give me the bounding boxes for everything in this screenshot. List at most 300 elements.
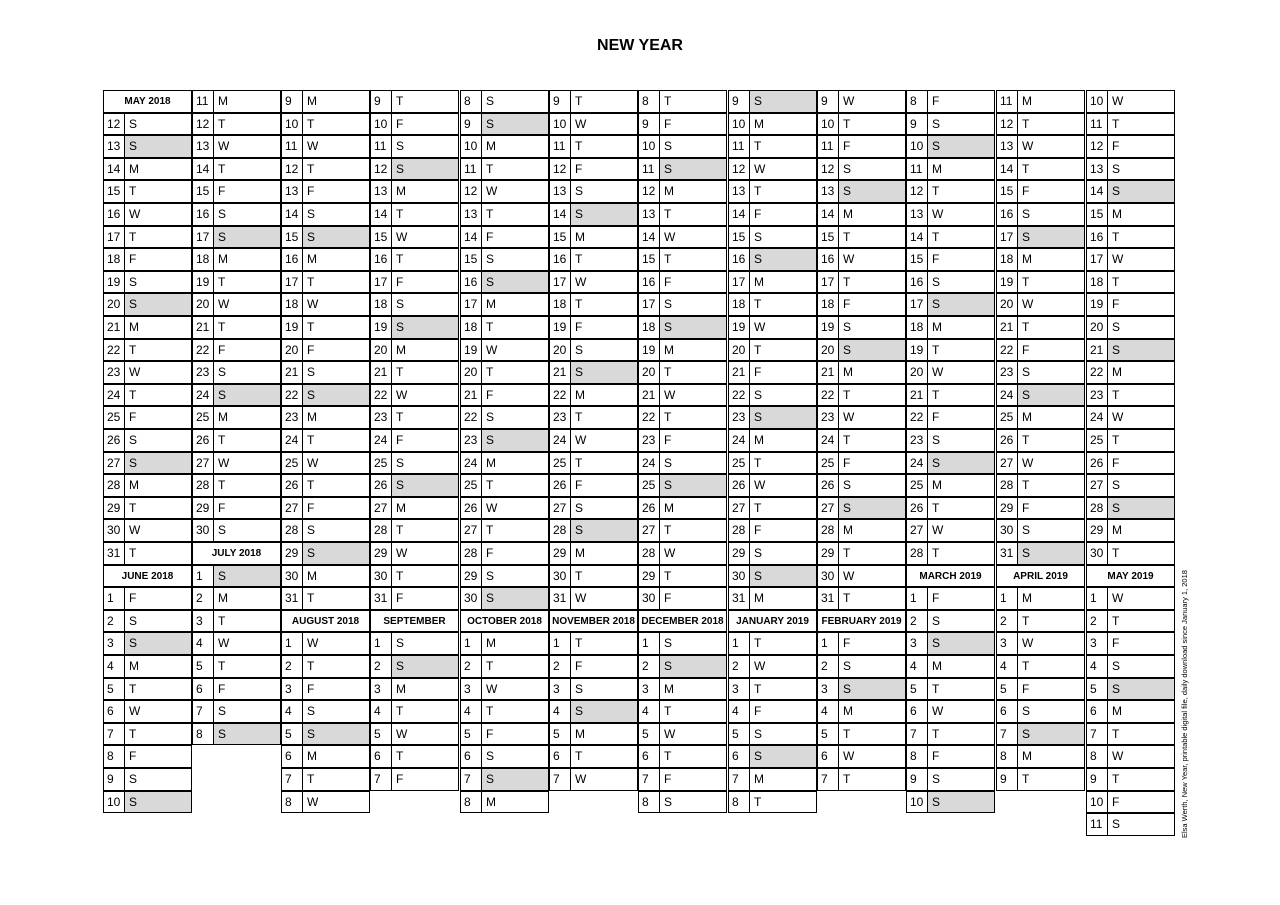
weekday-letter: W: [396, 726, 408, 741]
weekday-letter: S: [664, 478, 673, 493]
day-cell: [906, 293, 995, 316]
day-number: 23: [818, 407, 839, 428]
day-cell: [460, 474, 549, 497]
weekday-letter: F: [664, 433, 672, 447]
weekday-letter: W: [932, 207, 944, 221]
day-cell: [460, 723, 549, 746]
day-number: 9: [104, 769, 125, 790]
weekday-letter: M: [1112, 704, 1122, 719]
weekday-letter: M: [1022, 252, 1032, 267]
weekday-letter: W: [575, 116, 587, 131]
weekday-letter: S: [307, 546, 316, 560]
weekday-letter: M: [1112, 365, 1122, 380]
day-number: 16: [997, 204, 1018, 225]
day-cell: [817, 542, 906, 565]
day-number: 23: [461, 430, 482, 451]
day-cell: [549, 429, 638, 452]
weekday-letter: T: [1022, 116, 1030, 131]
weekday-letter: T: [129, 681, 137, 696]
day-number: 17: [371, 272, 392, 293]
day-cell: [728, 587, 817, 610]
day-cell: [817, 293, 906, 316]
day-number: 25: [997, 407, 1018, 428]
day-number: 15: [104, 181, 125, 202]
weekday-letter: T: [754, 794, 762, 809]
weekday-letter: T: [129, 342, 137, 357]
day-cell: [103, 158, 192, 181]
weekday-letter: W: [1112, 94, 1124, 108]
day-number: 8: [461, 792, 482, 813]
day-cell: [1086, 813, 1175, 836]
day-cell: [728, 474, 817, 497]
day-cell: [906, 542, 995, 565]
day-number: 29: [104, 498, 125, 519]
weekday-letter: T: [218, 478, 226, 493]
day-cell: [728, 497, 817, 520]
day-cell: [370, 406, 459, 429]
weekday-letter: M: [575, 726, 585, 741]
weekday-letter: S: [932, 297, 941, 312]
weekday-letter: F: [843, 139, 851, 154]
day-number: 21: [193, 317, 214, 338]
day-cell: [281, 768, 370, 791]
day-number: 25: [104, 407, 125, 428]
day-number: 7: [1087, 724, 1108, 745]
weekday-letter: S: [307, 387, 316, 402]
day-number: 23: [550, 407, 571, 428]
weekday-letter: M: [486, 297, 496, 312]
day-number: 20: [550, 340, 571, 361]
day-cell: [728, 542, 817, 565]
weekday-letter: M: [843, 207, 853, 221]
day-cell: [370, 723, 459, 746]
day-cell: [817, 519, 906, 542]
weekday-letter: W: [218, 297, 230, 312]
day-cell: [460, 226, 549, 249]
weekday-letter: F: [664, 116, 672, 131]
day-cell: [1086, 745, 1175, 768]
day-cell: [549, 248, 638, 271]
day-number: 9: [907, 769, 928, 790]
month-header: JUNE 2018: [103, 565, 192, 588]
day-number: 25: [1087, 430, 1108, 451]
day-number: 9: [1087, 769, 1108, 790]
day-cell: [103, 339, 192, 362]
day-number: 2: [639, 656, 660, 677]
day-number: 1: [729, 633, 750, 654]
weekday-letter: M: [486, 794, 496, 809]
weekday-letter: M: [1022, 591, 1032, 606]
day-number: 9: [550, 91, 571, 112]
day-cell: [996, 678, 1085, 701]
weekday-letter: S: [1022, 704, 1031, 719]
day-cell: [906, 406, 995, 429]
day-cell: [103, 406, 192, 429]
weekday-letter: T: [664, 94, 672, 108]
day-number: 10: [104, 792, 125, 813]
day-number: 7: [997, 724, 1018, 745]
day-number: 30: [104, 520, 125, 541]
day-cell: [281, 542, 370, 565]
day-cell: [103, 474, 192, 497]
day-cell: [638, 158, 727, 181]
day-cell: [103, 587, 192, 610]
day-number: 17: [997, 227, 1018, 248]
day-cell: [906, 203, 995, 226]
day-cell: [281, 565, 370, 588]
day-number: 3: [729, 679, 750, 700]
day-cell: [103, 226, 192, 249]
day-number: 26: [1087, 453, 1108, 474]
day-cell: [996, 497, 1085, 520]
day-number: 18: [371, 294, 392, 315]
weekday-letter: F: [129, 410, 137, 425]
day-number: 31: [282, 588, 303, 609]
day-number: 20: [997, 294, 1018, 315]
day-number: 4: [193, 633, 214, 654]
day-number: 15: [907, 249, 928, 270]
day-number: 20: [639, 362, 660, 383]
weekday-letter: T: [664, 749, 672, 764]
day-cell: [638, 293, 727, 316]
day-number: 15: [193, 181, 214, 202]
weekday-letter: M: [129, 659, 139, 673]
weekday-letter: S: [1022, 229, 1031, 244]
day-number: 22: [639, 407, 660, 428]
day-number: 2: [729, 656, 750, 677]
day-cell: [549, 339, 638, 362]
weekday-letter: T: [754, 455, 762, 470]
day-cell: [281, 135, 370, 158]
day-cell: [728, 678, 817, 701]
day-cell: [549, 406, 638, 429]
weekday-letter: S: [754, 726, 763, 741]
day-number: 14: [997, 159, 1018, 180]
day-number: 31: [997, 543, 1018, 564]
day-cell: [638, 723, 727, 746]
weekday-letter: S: [218, 523, 227, 538]
day-cell: [549, 565, 638, 588]
day-number: 30: [461, 588, 482, 609]
day-number: 29: [818, 543, 839, 564]
day-cell: [638, 768, 727, 791]
day-number: 4: [639, 701, 660, 722]
day-number: 2: [461, 656, 482, 677]
day-cell: [281, 429, 370, 452]
weekday-letter: M: [486, 636, 496, 651]
day-number: 1: [907, 588, 928, 609]
month-header: MAY 2018: [103, 90, 192, 113]
day-cell: [906, 587, 995, 610]
day-number: 30: [550, 566, 571, 587]
day-number: 11: [997, 91, 1018, 112]
day-cell: [1086, 429, 1175, 452]
weekday-letter: S: [664, 659, 673, 673]
day-cell: [103, 655, 192, 678]
weekday-letter: T: [932, 681, 940, 696]
day-number: 23: [907, 430, 928, 451]
day-cell: [192, 655, 281, 678]
day-number: 19: [461, 340, 482, 361]
day-number: 1: [282, 633, 303, 654]
day-number: 6: [104, 701, 125, 722]
day-cell: [103, 632, 192, 655]
credit-line: Elsa Werth, New Year, printable digital file, daily download since January 1, 2018: [1180, 570, 1189, 838]
day-cell: [370, 497, 459, 520]
day-cell: [1086, 768, 1175, 791]
weekday-letter: M: [932, 478, 942, 493]
day-number: 16: [461, 272, 482, 293]
day-number: 18: [907, 317, 928, 338]
day-cell: [638, 429, 727, 452]
day-number: 3: [371, 679, 392, 700]
day-cell: [728, 384, 817, 407]
day-number: 14: [282, 204, 303, 225]
day-number: 2: [371, 656, 392, 677]
day-cell: [1086, 180, 1175, 203]
day-number: 9: [371, 91, 392, 112]
weekday-letter: W: [664, 387, 676, 402]
day-cell: [281, 587, 370, 610]
weekday-letter: S: [129, 636, 138, 651]
weekday-letter: M: [843, 365, 853, 380]
day-number: 12: [729, 159, 750, 180]
day-cell: [281, 248, 370, 271]
weekday-letter: T: [218, 274, 226, 289]
day-cell: [281, 113, 370, 136]
weekday-letter: F: [575, 320, 583, 334]
weekday-letter: F: [218, 184, 226, 199]
weekday-letter: F: [307, 184, 315, 199]
weekday-letter: W: [843, 94, 855, 108]
weekday-letter: M: [575, 387, 585, 402]
day-cell: [370, 452, 459, 475]
weekday-letter: T: [575, 568, 583, 583]
weekday-letter: S: [754, 546, 763, 560]
day-number: 31: [818, 588, 839, 609]
day-cell: [817, 632, 906, 655]
day-cell: [370, 542, 459, 565]
day-cell: [817, 474, 906, 497]
day-cell: [192, 610, 281, 633]
day-cell: [906, 339, 995, 362]
day-number: 24: [997, 385, 1018, 406]
day-number: 13: [550, 181, 571, 202]
day-cell: [1086, 158, 1175, 181]
day-cell: [638, 90, 727, 113]
day-number: 12: [550, 159, 571, 180]
day-number: 31: [371, 588, 392, 609]
day-number: 27: [371, 498, 392, 519]
weekday-letter: T: [843, 387, 851, 402]
day-number: 1: [371, 633, 392, 654]
day-cell: [281, 384, 370, 407]
weekday-letter: W: [1112, 410, 1124, 425]
day-cell: [549, 384, 638, 407]
weekday-letter: S: [486, 274, 495, 289]
day-cell: [281, 700, 370, 723]
day-cell: [460, 384, 549, 407]
day-cell: [996, 226, 1085, 249]
day-number: 18: [282, 294, 303, 315]
weekday-letter: W: [486, 184, 498, 199]
day-number: 4: [818, 701, 839, 722]
weekday-letter: M: [932, 320, 942, 334]
day-cell: [817, 135, 906, 158]
day-cell: [192, 519, 281, 542]
weekday-letter: F: [754, 365, 762, 380]
day-cell: [728, 203, 817, 226]
weekday-letter: W: [932, 523, 944, 538]
weekday-letter: W: [1112, 591, 1124, 606]
day-cell: [728, 180, 817, 203]
day-number: 26: [104, 430, 125, 451]
day-cell: [906, 113, 995, 136]
day-cell: [996, 180, 1085, 203]
day-number: 26: [997, 430, 1018, 451]
day-cell: [1086, 226, 1175, 249]
day-cell: [728, 565, 817, 588]
day-cell: [192, 565, 281, 588]
day-cell: [103, 271, 192, 294]
day-number: 13: [371, 181, 392, 202]
weekday-letter: T: [218, 433, 226, 447]
day-cell: [281, 745, 370, 768]
day-number: 29: [1087, 520, 1108, 541]
day-number: 17: [1087, 249, 1108, 270]
weekday-letter: S: [1112, 817, 1121, 832]
day-cell: [906, 610, 995, 633]
day-cell: [549, 723, 638, 746]
weekday-letter: T: [575, 749, 583, 764]
day-cell: [103, 113, 192, 136]
day-number: 25: [550, 453, 571, 474]
weekday-letter: S: [575, 365, 584, 380]
weekday-letter: S: [575, 500, 584, 515]
weekday-letter: M: [664, 681, 674, 696]
day-number: 19: [282, 317, 303, 338]
day-number: 19: [1087, 294, 1108, 315]
weekday-letter: S: [932, 794, 941, 809]
weekday-letter: W: [1022, 636, 1034, 651]
day-number: 10: [729, 114, 750, 135]
day-cell: [549, 497, 638, 520]
weekday-letter: S: [486, 568, 495, 583]
weekday-letter: M: [396, 184, 406, 199]
day-number: 10: [907, 792, 928, 813]
day-number: 28: [1087, 498, 1108, 519]
day-cell: [996, 90, 1085, 113]
day-cell: [1086, 90, 1175, 113]
weekday-letter: S: [218, 568, 227, 583]
day-number: 12: [639, 181, 660, 202]
day-cell: [192, 474, 281, 497]
day-cell: [638, 180, 727, 203]
day-number: 12: [104, 114, 125, 135]
weekday-letter: M: [486, 455, 496, 470]
month-header: JULY 2018: [192, 542, 281, 565]
day-cell: [192, 452, 281, 475]
weekday-letter: S: [932, 636, 941, 651]
day-number: 26: [193, 430, 214, 451]
weekday-letter: T: [307, 116, 315, 131]
day-number: 28: [907, 543, 928, 564]
day-number: 3: [282, 679, 303, 700]
day-cell: [549, 587, 638, 610]
weekday-letter: T: [754, 184, 762, 199]
day-cell: [906, 158, 995, 181]
day-number: 8: [907, 746, 928, 767]
day-number: 21: [282, 362, 303, 383]
weekday-letter: S: [932, 772, 941, 786]
day-cell: [1086, 339, 1175, 362]
day-number: 15: [818, 227, 839, 248]
weekday-letter: T: [932, 726, 940, 741]
day-cell: [370, 632, 459, 655]
day-number: 25: [371, 453, 392, 474]
day-number: 20: [193, 294, 214, 315]
weekday-letter: M: [843, 523, 853, 538]
weekday-letter: W: [1022, 455, 1034, 470]
weekday-letter: F: [843, 636, 851, 651]
weekday-letter: F: [396, 274, 404, 289]
day-number: 20: [461, 362, 482, 383]
day-number: 13: [461, 204, 482, 225]
day-cell: [996, 271, 1085, 294]
day-cell: [281, 474, 370, 497]
day-cell: [817, 203, 906, 226]
day-number: 6: [729, 746, 750, 767]
weekday-letter: S: [843, 184, 852, 199]
day-number: 11: [907, 159, 928, 180]
weekday-letter: S: [575, 704, 584, 719]
day-cell: [906, 316, 995, 339]
weekday-letter: F: [575, 659, 583, 673]
day-cell: [817, 452, 906, 475]
day-cell: [103, 180, 192, 203]
month-header: NOVEMBER 2018: [549, 610, 638, 633]
weekday-letter: T: [129, 229, 137, 244]
day-cell: [638, 474, 727, 497]
day-number: 1: [550, 633, 571, 654]
day-cell: [996, 700, 1085, 723]
day-cell: [549, 745, 638, 768]
day-number: 22: [371, 385, 392, 406]
day-cell: [192, 632, 281, 655]
day-cell: [728, 113, 817, 136]
weekday-letter: W: [307, 636, 319, 651]
day-number: 15: [1087, 204, 1108, 225]
day-number: 21: [907, 385, 928, 406]
weekday-letter: T: [754, 636, 762, 651]
weekday-letter: W: [129, 365, 141, 380]
day-number: 29: [639, 566, 660, 587]
weekday-letter: F: [307, 342, 315, 357]
day-cell: [549, 678, 638, 701]
day-number: 6: [997, 701, 1018, 722]
day-cell: [103, 452, 192, 475]
weekday-letter: W: [575, 772, 587, 786]
day-number: 27: [1087, 475, 1108, 496]
day-number: 11: [371, 136, 392, 157]
day-cell: [638, 587, 727, 610]
weekday-letter: T: [486, 161, 494, 176]
day-cell: [638, 226, 727, 249]
weekday-letter: S: [754, 749, 763, 764]
day-number: 18: [193, 249, 214, 270]
day-number: 15: [729, 227, 750, 248]
weekday-letter: S: [486, 94, 495, 108]
